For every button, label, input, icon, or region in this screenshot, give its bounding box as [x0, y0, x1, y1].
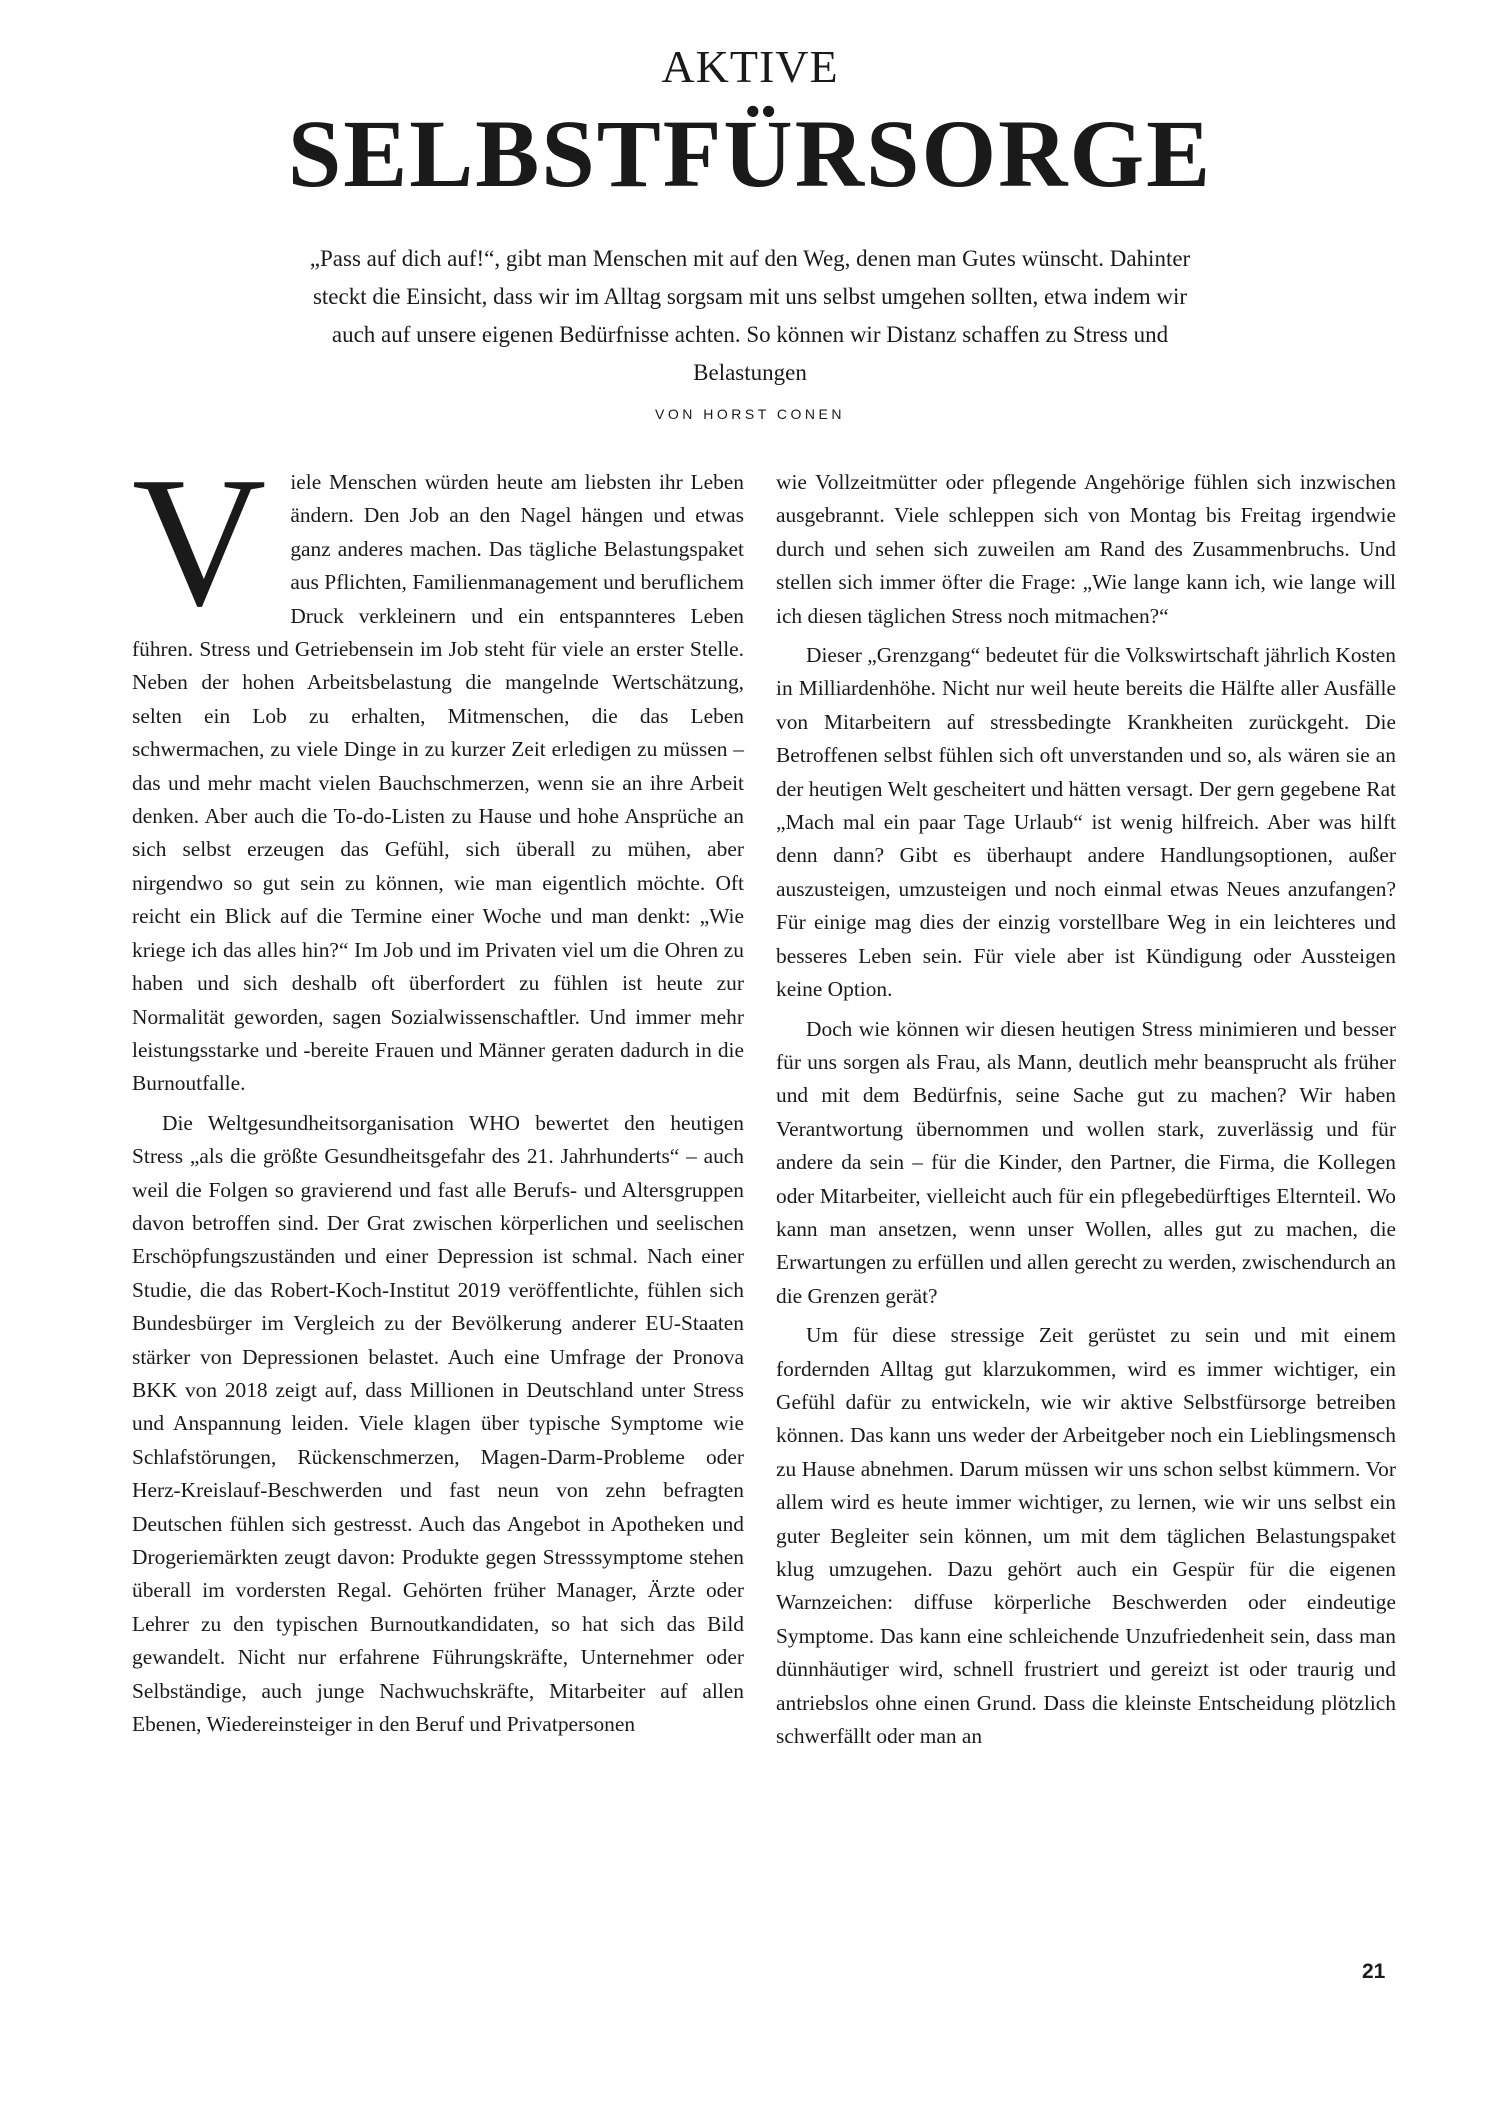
- article-column-left: [132, 439, 744, 1747]
- kicker: AKTIVE: [661, 41, 839, 92]
- article-paragraph: Dieser „Grenzgang“ bedeutet für die Volkswirtschaft jährlich Kosten in Milliardenhöhe. Nicht nur weil heute bereits die Hälfte aller Ausfälle von Mitarbeitern auf stressbedingte Krankheiten zurückgeht. Die Betroffenen selbst fühlen sich oft unverstanden und so, als wären sie an der heutigen Welt gescheitert und hätten versagt. Der gern gegebene Rat „Mach mal ein paar Tage Urlaub“ ist wenig hilfreich. Aber was hilft denn dann? Gibt es überhaupt andere Handlungsoptionen, außer auszusteigen, umzusteigen und noch einmal etwas Neues anzufangen? Für einige mag dies der einzig vorstellbare Weg in ein leichteres und besseres Leben sein. Für viele aber ist Kündigung oder Aussteigen keine Option.: [776, 643, 1396, 1002]
- article-column-right: [776, 466, 1396, 1759]
- article-paragraph: wie Vollzeitmütter oder pflegende Angehörige fühlen sich inzwischen ausgebrannt. Viele schleppen sich von Montag bis Freitag irgendwie durch und sehen sich zuweilen am Rand des Zusammenbruchs. Und stellen sich immer öfter die Frage: „Wie lange kann ich, wie lange will ich diesen täglichen Stress noch mitmachen?“: [776, 470, 1396, 628]
- article-paragraph: Um für diese stressige Zeit gerüstet zu sein und mit einem fordernden Alltag gut klarzukommen, wird es immer wichtiger, ein Gefühl dafür zu entwickeln, wie wir aktive Selbstfürsorge betreiben können. Das kann uns weder der Arbeitgeber noch ein Lieblingsmensch zu Hause abnehmen. Darum müssen wir uns schon selbst kümmern. Vor allem wird es heute immer wichtiger, zu lernen, wie wir uns selbst ein guter Begleiter sein können, um mit dem täglichen Belastungspaket klug umzugehen. Dazu gehört auch ein Gespür für die eigenen Warnzeichen: diffuse körperliche Beschwerden oder eindeutige Symptome. Das kann eine schleichende Unzufriedenheit sein, dass man dünnhäutiger wird, schnell frustriert und gereizt ist oder traurig und antriebslos ohne einen Grund. Dass die kleinste Entscheidung plötzlich schwerfällt oder man an: [776, 1323, 1396, 1749]
- article-paragraph: [132, 439, 744, 1101]
- lead-paragraph: „Pass auf dich auf!“, gibt man Menschen mit auf den Weg, denen man Gutes wünscht. Dahinter steckt die Einsicht, dass wir im Alltag sorgsam mit uns selbst umgehen sollten, etwa indem wir auch auf unsere eigenen Bedürfnisse achten. So können wir Distanz schaffen zu Stress und Belastungen: [309, 246, 1191, 385]
- page-title: SELBSTFÜRSORGE: [287, 100, 1213, 207]
- article-paragraph: Doch wie können wir diesen heutigen Stress minimieren und besser für uns sorgen als Frau, als Mann, deutlich mehr beansprucht als früher und mit dem Bedürfnis, seine Sache gut zu machen? Wir haben Verantwortung übernommen und wollen stark, zuverlässig und für andere da sein – für die Kinder, den Partner, die Firma, die Kollegen oder Mitarbeiter, vielleicht auch für ein pflegebedürftiges Elternteil. Wo kann man ansetzen, wenn unser Wollen, alles gut zu machen, die Erwartungen zu erfüllen und allen gerecht zu werden, zwischendurch an die Grenzen gerät?: [776, 1016, 1396, 1308]
- page-number: 21: [1362, 1960, 1386, 1983]
- byline: VON HORST CONEN: [655, 406, 845, 422]
- paragraph-text: iele Menschen würden heute am liebsten ihr Leben ändern. Den Job an den Nagel hängen und etwas ganz anderes machen. Das tägliche Belastungspaket aus Pflichten, Familienmanagement und beruflichem Druck verkleinern und ein entspannteres Leben führen. Stress und Getriebensein im Job steht für viele an erster Stelle. Neben der hohen Arbeitsbelastung die mangelnde Wertschätzung, selten ein Lob zu erhalten, Mitmenschen, die das Leben schwermachen, zu viele Dinge in zu kurzer Zeit erledigen zu müssen – das und mehr macht vielen Bauchschmerzen, wenn sie an ihre Arbeit denken. Aber auch die To-do-Listen zu Hause und hohe Ansprüche an sich selbst erzeugen das Gefühl, sich überall zu mühen, aber nirgendwo so gut sein zu können, wie man eigentlich möchte. Oft reicht ein Blick auf die Termine einer Woche und man denkt: „Wie kriege ich das alles hin?“ Im Job und im Privaten viel um die Ohren zu haben und sich deshalb oft überfordert zu fühlen ist heute zur Normalität geworden, sagen Sozialwissenschaftler. Und immer mehr leistungsstarke und -bereite Frauen und Männer geraten dadurch in die Burnoutfalle.: [132, 470, 744, 1096]
- article-paragraph: Die Weltgesundheitsorganisation WHO bewertet den heutigen Stress „als die größte Gesundheitsgefahr des 21. Jahrhunderts“ – auch weil die Folgen so gravierend und fast alle Berufs- und Altersgruppen davon betroffen sind. Der Grat zwischen körperlichen und seelischen Erschöpfungszuständen und einer Depression ist schmal. Nach einer Studie, die das Robert-Koch-Institut 2019 veröffentlichte, fühlen sich Bundesbürger im Vergleich zu der Bevölkerung anderer EU-Staaten stärker von Depressionen belastet. Auch eine Umfrage der Pronova BKK von 2018 zeigt auf, dass Millionen in Deutschland unter Stress und Anspannung leiden. Viele klagen über typische Symptome wie Schlafstörungen, Rückenschmerzen, Magen-Darm-Probleme oder Herz-Kreislauf-Beschwerden und fast neun von zehn befragten Deutschen fühlen sich gestresst. Auch das Angebot in Apotheken und Drogeriemärkten zeugt davon: Produkte gegen Stresssymptome stehen überall im vordersten Regal. Gehörten früher Manager, Ärzte oder Lehrer zu den typischen Burnoutkandidaten, so hat sich das Bild gewandelt. Nicht nur erfahrene Führungskräfte, Unternehmer oder Selbständige, auch junge Nachwuchskräfte, Mitarbeiter auf allen Ebenen, Wiedereinsteiger in den Beruf und Privatpersonen: [132, 1110, 744, 1737]
- drop-cap: V: [132, 439, 267, 645]
